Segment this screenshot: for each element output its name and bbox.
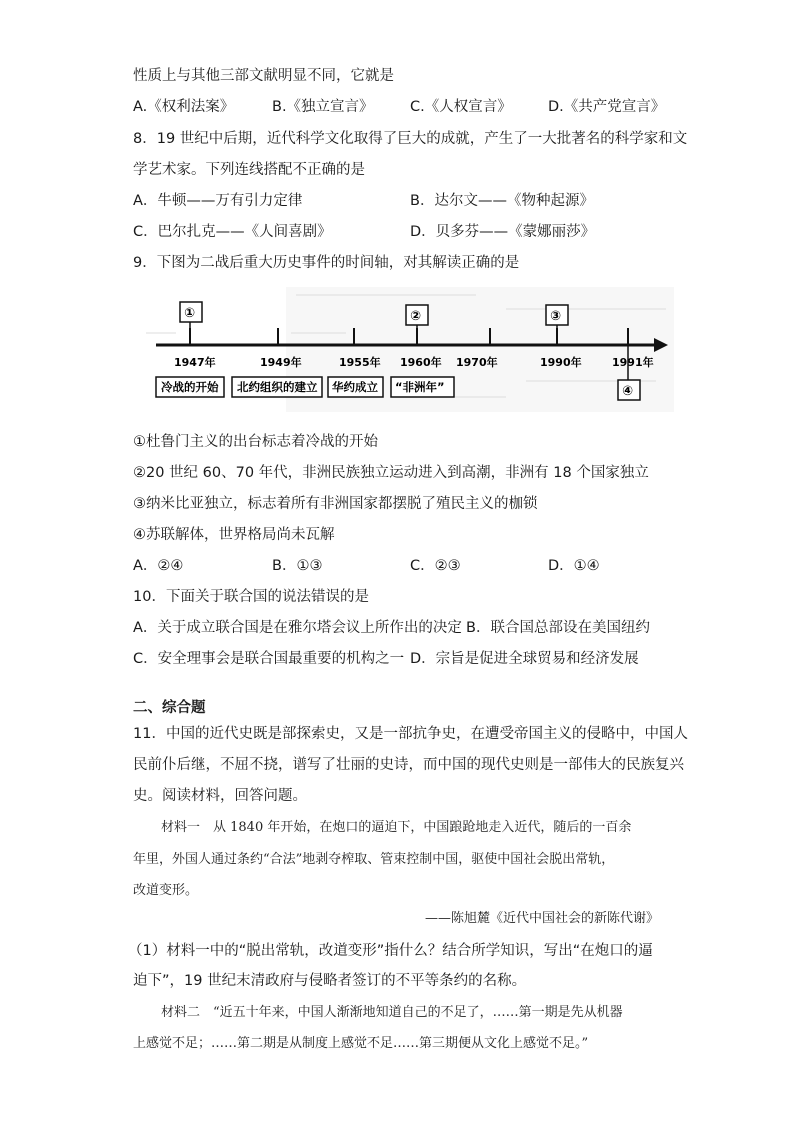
q9-option-a: A．②④ bbox=[133, 558, 184, 574]
q9-statement-1: ①杜鲁门主义的出台标志着冷战的开始 bbox=[133, 434, 378, 450]
q7-option-c: C.《人权宣言》 bbox=[410, 99, 512, 115]
timeline-svg bbox=[146, 285, 674, 415]
material2-line-1: 材料二 “近五十年来，中国人渐渐地知道自己的不足了，……第一期是先从机器 bbox=[161, 1005, 623, 1020]
sub1-line-2: 迫下”，19 世纪末清政府与侵略者签订的不平等条约的名称。 bbox=[133, 973, 527, 989]
event-label-cold-war: 冷战的开始 bbox=[161, 380, 219, 394]
q9-statement-2: ②20 世纪 60、70 年代，非洲民族独立运动进入到高潮，非洲有 18 个国家独立 bbox=[133, 465, 649, 481]
year-label-1991: 1991年 bbox=[612, 356, 654, 369]
q8-option-b: B．达尔文——《物种起源》 bbox=[410, 193, 594, 209]
q9-option-c: C．②③ bbox=[410, 558, 461, 574]
q7-option-b: B.《独立宣言》 bbox=[272, 99, 374, 115]
event-label-nato: 北约组织的建立 bbox=[237, 380, 318, 394]
year-label-1970: 1970年 bbox=[456, 356, 498, 369]
material2-line-2: 上感觉不足；……第二期是从制度上感觉不足……第三期便从文化上感觉不足。” bbox=[133, 1036, 589, 1051]
year-label-1949: 1949年 bbox=[260, 356, 302, 369]
material1-source: ——陈旭麓《近代中国社会的新陈代谢》 bbox=[425, 911, 660, 926]
q10-option-a: A．关于成立联合国是在雅尔塔会议上所作出的决定 bbox=[133, 620, 462, 636]
q7-option-a: A.《权利法案》 bbox=[133, 99, 235, 115]
event-label-warsaw: 华约成立 bbox=[332, 380, 378, 394]
marker-1: ① bbox=[184, 306, 196, 321]
year-label-1990: 1990年 bbox=[540, 356, 582, 369]
q8-stem-line2: 学艺术家。下列连线搭配不正确的是 bbox=[133, 162, 365, 178]
q11-line-2: 民前仆后继，不屈不挠，谱写了壮丽的史诗，而中国的现代史则是一部伟大的民族复兴 bbox=[133, 757, 684, 773]
q11-line-1: 11．中国的近代史既是部探索史，又是一部抗争史，在遭受帝国主义的侵略中，中国人 bbox=[133, 726, 688, 742]
marker-2: ② bbox=[410, 309, 422, 324]
q10-option-d: D．宗旨是促进全球贸易和经济发展 bbox=[410, 651, 639, 667]
q10-option-c: C．安全理事会是联合国最重要的机构之一 bbox=[133, 651, 405, 667]
sub1-line-1: （1）材料一中的“脱出常轨，改道变形”指什么？结合所学知识，写出“在炮口的逼 bbox=[128, 943, 653, 959]
q10-option-b: B．联合国总部设在美国纽约 bbox=[466, 620, 650, 636]
material1-line-3: 改道变形。 bbox=[133, 883, 199, 898]
q10-stem: 10．下面关于联合国的说法错误的是 bbox=[133, 589, 369, 605]
q8-option-c: C．巴尔扎克——《人间喜剧》 bbox=[133, 224, 332, 240]
q11-line-3: 史。阅读材料，回答问题。 bbox=[133, 788, 307, 804]
q9-statement-4: ④苏联解体，世界格局尚未瓦解 bbox=[133, 527, 335, 543]
timeline-figure bbox=[146, 285, 674, 415]
marker-3: ③ bbox=[550, 309, 562, 324]
material1-line-1: 材料一 从 1840 年开始，在炮口的逼迫下，中国踉跄地走入近代，随后的一百余 bbox=[161, 820, 632, 835]
section-title: 二、综合题 bbox=[133, 700, 206, 716]
marker-4: ④ bbox=[622, 384, 634, 399]
q7-stem-tail: 性质上与其他三部文献明显不同，它就是 bbox=[133, 68, 394, 84]
q8-stem-line1: 8．19 世纪中后期，近代科学文化取得了巨大的成就，产生了一大批著名的科学家和文 bbox=[133, 131, 688, 147]
material1-line-2: 年里，外国人通过条约“合法”地剥夺榨取、管束控制中国，驱使中国社会脱出常轨， bbox=[133, 852, 615, 867]
q9-stem: 9．下图为二战后重大历史事件的时间轴，对其解读正确的是 bbox=[133, 255, 520, 271]
q8-option-a: A．牛顿——万有引力定律 bbox=[133, 193, 303, 209]
q9-statement-3: ③纳米比亚独立，标志着所有非洲国家都摆脱了殖民主义的枷锁 bbox=[133, 496, 538, 512]
event-label-africa-year: “非洲年” bbox=[395, 380, 445, 394]
q7-option-d: D.《共产党宣言》 bbox=[548, 99, 666, 115]
year-label-1960: 1960年 bbox=[400, 356, 442, 369]
year-label-1947: 1947年 bbox=[174, 356, 216, 369]
q9-option-d: D．①④ bbox=[548, 558, 600, 574]
q8-option-d: D．贝多芬——《蒙娜丽莎》 bbox=[410, 224, 596, 240]
year-label-1955: 1955年 bbox=[339, 356, 381, 369]
q9-option-b: B．①③ bbox=[272, 558, 323, 574]
